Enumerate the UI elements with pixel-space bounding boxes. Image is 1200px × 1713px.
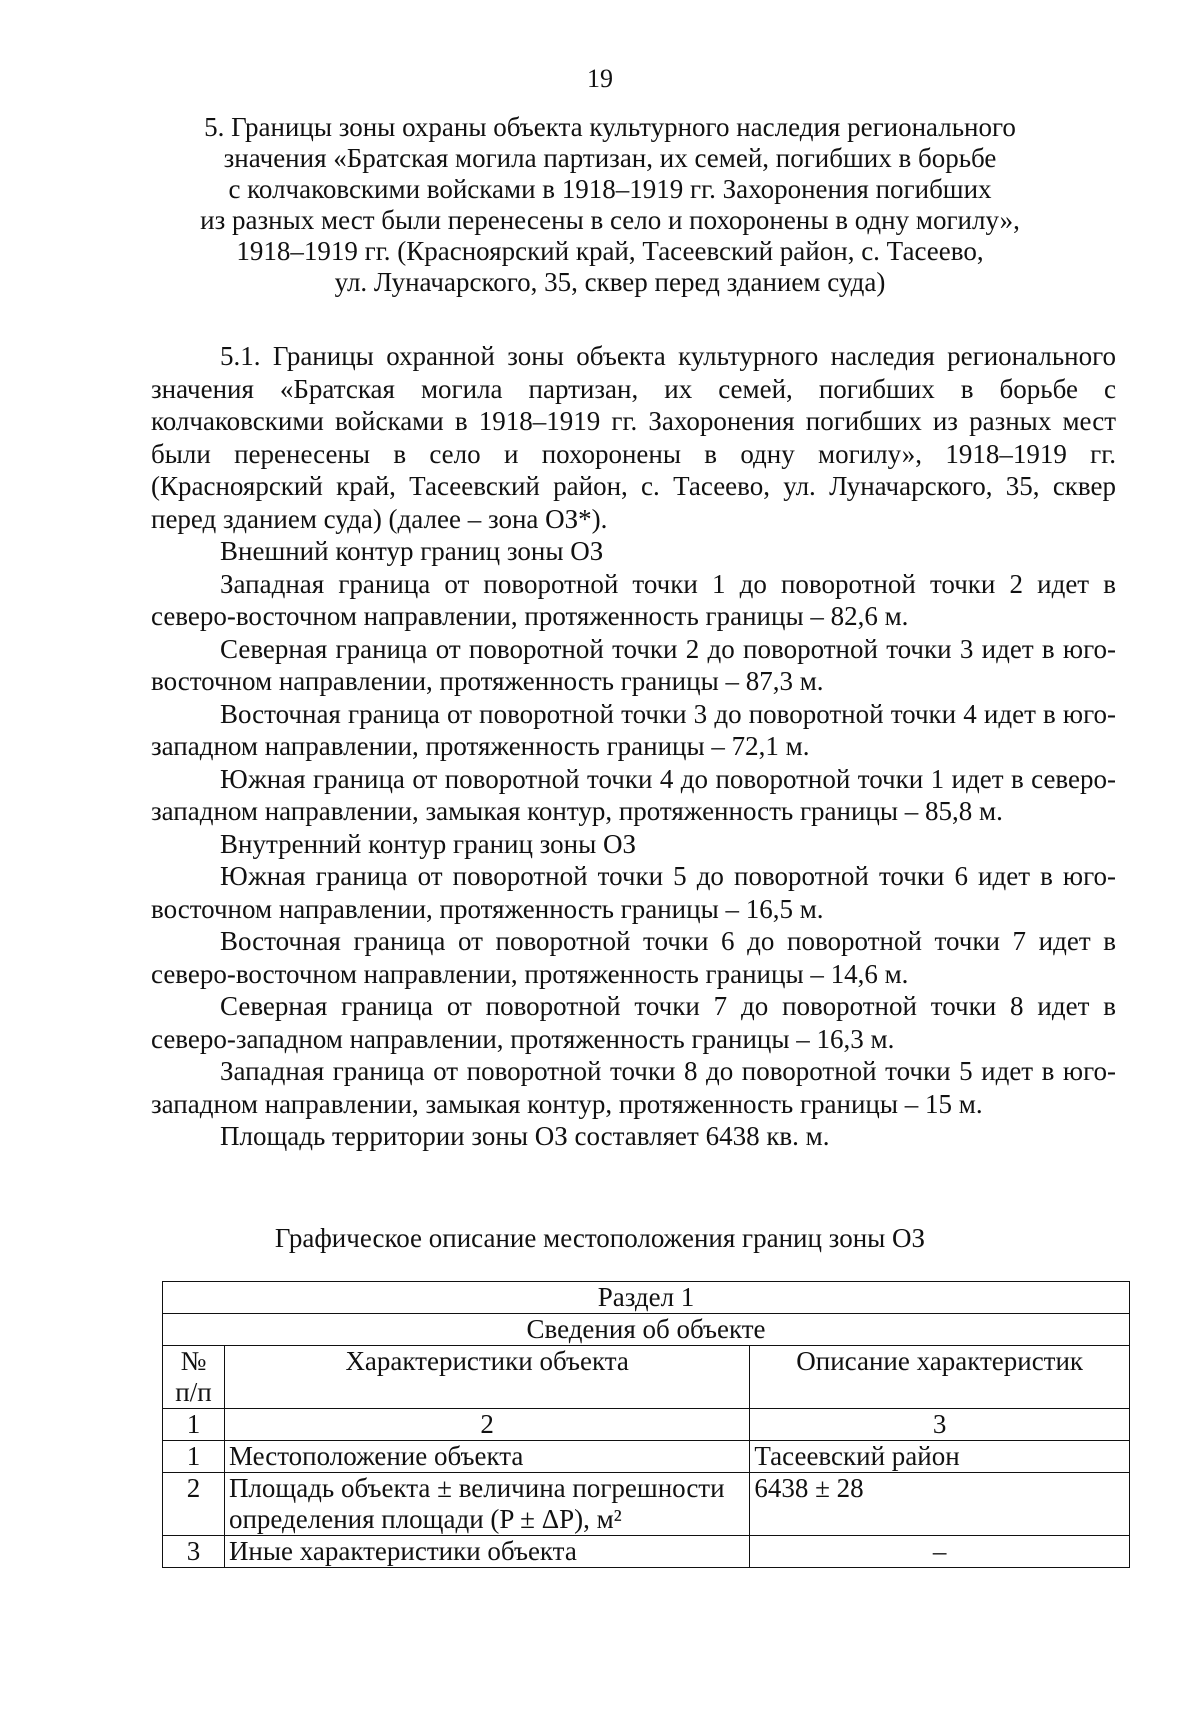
table-header-row <box>163 1346 1130 1409</box>
heading-line: ул. Луначарского, 35, сквер перед зданием суда) <box>334 267 886 297</box>
header-characteristic: Характеристики объекта <box>224 1346 749 1409</box>
row-description: – <box>750 1536 1130 1568</box>
header-number: № п/п <box>163 1346 225 1409</box>
inner-contour-title: Внутренний контур границ зоны ОЗ <box>220 828 637 859</box>
object-info-table <box>162 1281 1130 1568</box>
table-column-numbers-row <box>163 1409 1130 1441</box>
outer-contour-paragraph: Северная граница от поворотной точки 2 до поворотной точки 3 идет в юго-восточном направлении, протяженность границы – 87,3 м. <box>151 633 1116 696</box>
inner-contour-paragraph: Западная граница от поворотной точки 8 до поворотной точки 5 идет в юго-западном направлении, замыкая контур, протяженность границы – 15 м. <box>151 1056 1116 1119</box>
column-number: 2 <box>224 1409 749 1441</box>
row-number: 2 <box>163 1473 225 1536</box>
table-row <box>163 1441 1130 1473</box>
table-subtitle-row <box>163 1314 1130 1346</box>
outer-contour-title: Внешний контур границ зоны ОЗ <box>220 536 604 566</box>
row-number: 3 <box>163 1536 225 1568</box>
heading-line: из разных мест были перенесены в село и похоронены в одну могилу», <box>200 205 1020 235</box>
page-number: 19 <box>587 64 613 93</box>
outer-contour-paragraph: Южная граница от поворотной точки 4 до поворотной точки 1 идет в северо-западном направлении, замыкая контур, протяженность границы – 85,8 м. <box>151 763 1116 826</box>
heading-line: значения «Братская могила партизан, их семей, погибших в борьбе <box>223 143 997 173</box>
table-subtitle-cell: Сведения об объекте <box>163 1314 1130 1346</box>
row-characteristic: Местоположение объекта <box>224 1441 749 1473</box>
table-row <box>163 1473 1130 1536</box>
header-description: Описание характеристик <box>750 1346 1130 1409</box>
column-number: 1 <box>163 1409 225 1441</box>
heading-line: с колчаковскими войсками в 1918–1919 гг. Захоронения погибших <box>228 174 992 204</box>
row-characteristic: Иные характеристики объекта <box>224 1536 749 1568</box>
inner-contour-paragraph: Восточная граница от поворотной точки 6 до поворотной точки 7 идет в северо-восточном направлении, протяженность границы – 14,6 м. <box>151 926 1116 989</box>
graphic-description-title: Графическое описание местоположения границ зоны ОЗ <box>274 1223 926 1253</box>
row-description: 6438 ± 28 <box>750 1473 1130 1536</box>
row-characteristic: Площадь объекта ± величина погрешности определения площади (P ± ΔP), м² <box>224 1473 749 1536</box>
table-row <box>163 1536 1130 1568</box>
row-description: Тасеевский район <box>750 1441 1130 1473</box>
area-paragraph: Площадь территории зоны ОЗ составляет 6438 кв. м. <box>220 1121 830 1151</box>
inner-contour-paragraph: Северная граница от поворотной точки 7 до поворотной точки 8 идет в северо-западном направлении, протяженность границы – 16,3 м. <box>151 991 1116 1054</box>
section-5-1-paragraph: 5.1. Границы охранной зоны объекта культурного наследия регионального значения «Братская могила партизан, их семей, погибших в борьбе с колчаковскими войсками в 1918–1919 гг. Захоронения погибших из разных мест были перенесены в село и похоронены в одну могилу», 1918–1919 гг. (Красноярский край, Тасеевский район, с. Тасеево, ул. Луначарского, 35, сквер перед зданием суда) (далее – зона ОЗ*). <box>151 341 1116 534</box>
section-heading <box>150 112 1070 298</box>
column-number: 3 <box>750 1409 1130 1441</box>
outer-contour-paragraph: Восточная граница от поворотной точки 3 до поворотной точки 4 идет в юго-западном направлении, протяженность границы – 72,1 м. <box>151 698 1116 761</box>
outer-contour-paragraph: Западная граница от поворотной точки 1 до поворотной точки 2 идет в северо-восточном направлении, протяженность границы – 82,6 м. <box>151 568 1116 631</box>
table-section-row <box>163 1282 1130 1314</box>
heading-line: 1918–1919 гг. (Красноярский край, Тасеевский район, с. Тасеево, <box>236 236 984 266</box>
row-number: 1 <box>163 1441 225 1473</box>
table-section-cell: Раздел 1 <box>163 1282 1130 1314</box>
heading-line: 5. Границы зоны охраны объекта культурного наследия регионального <box>204 112 1016 142</box>
document-body <box>151 340 1116 1153</box>
inner-contour-paragraph: Южная граница от поворотной точки 5 до поворотной точки 6 идет в юго-восточном направлении, протяженность границы – 16,5 м. <box>151 861 1116 924</box>
